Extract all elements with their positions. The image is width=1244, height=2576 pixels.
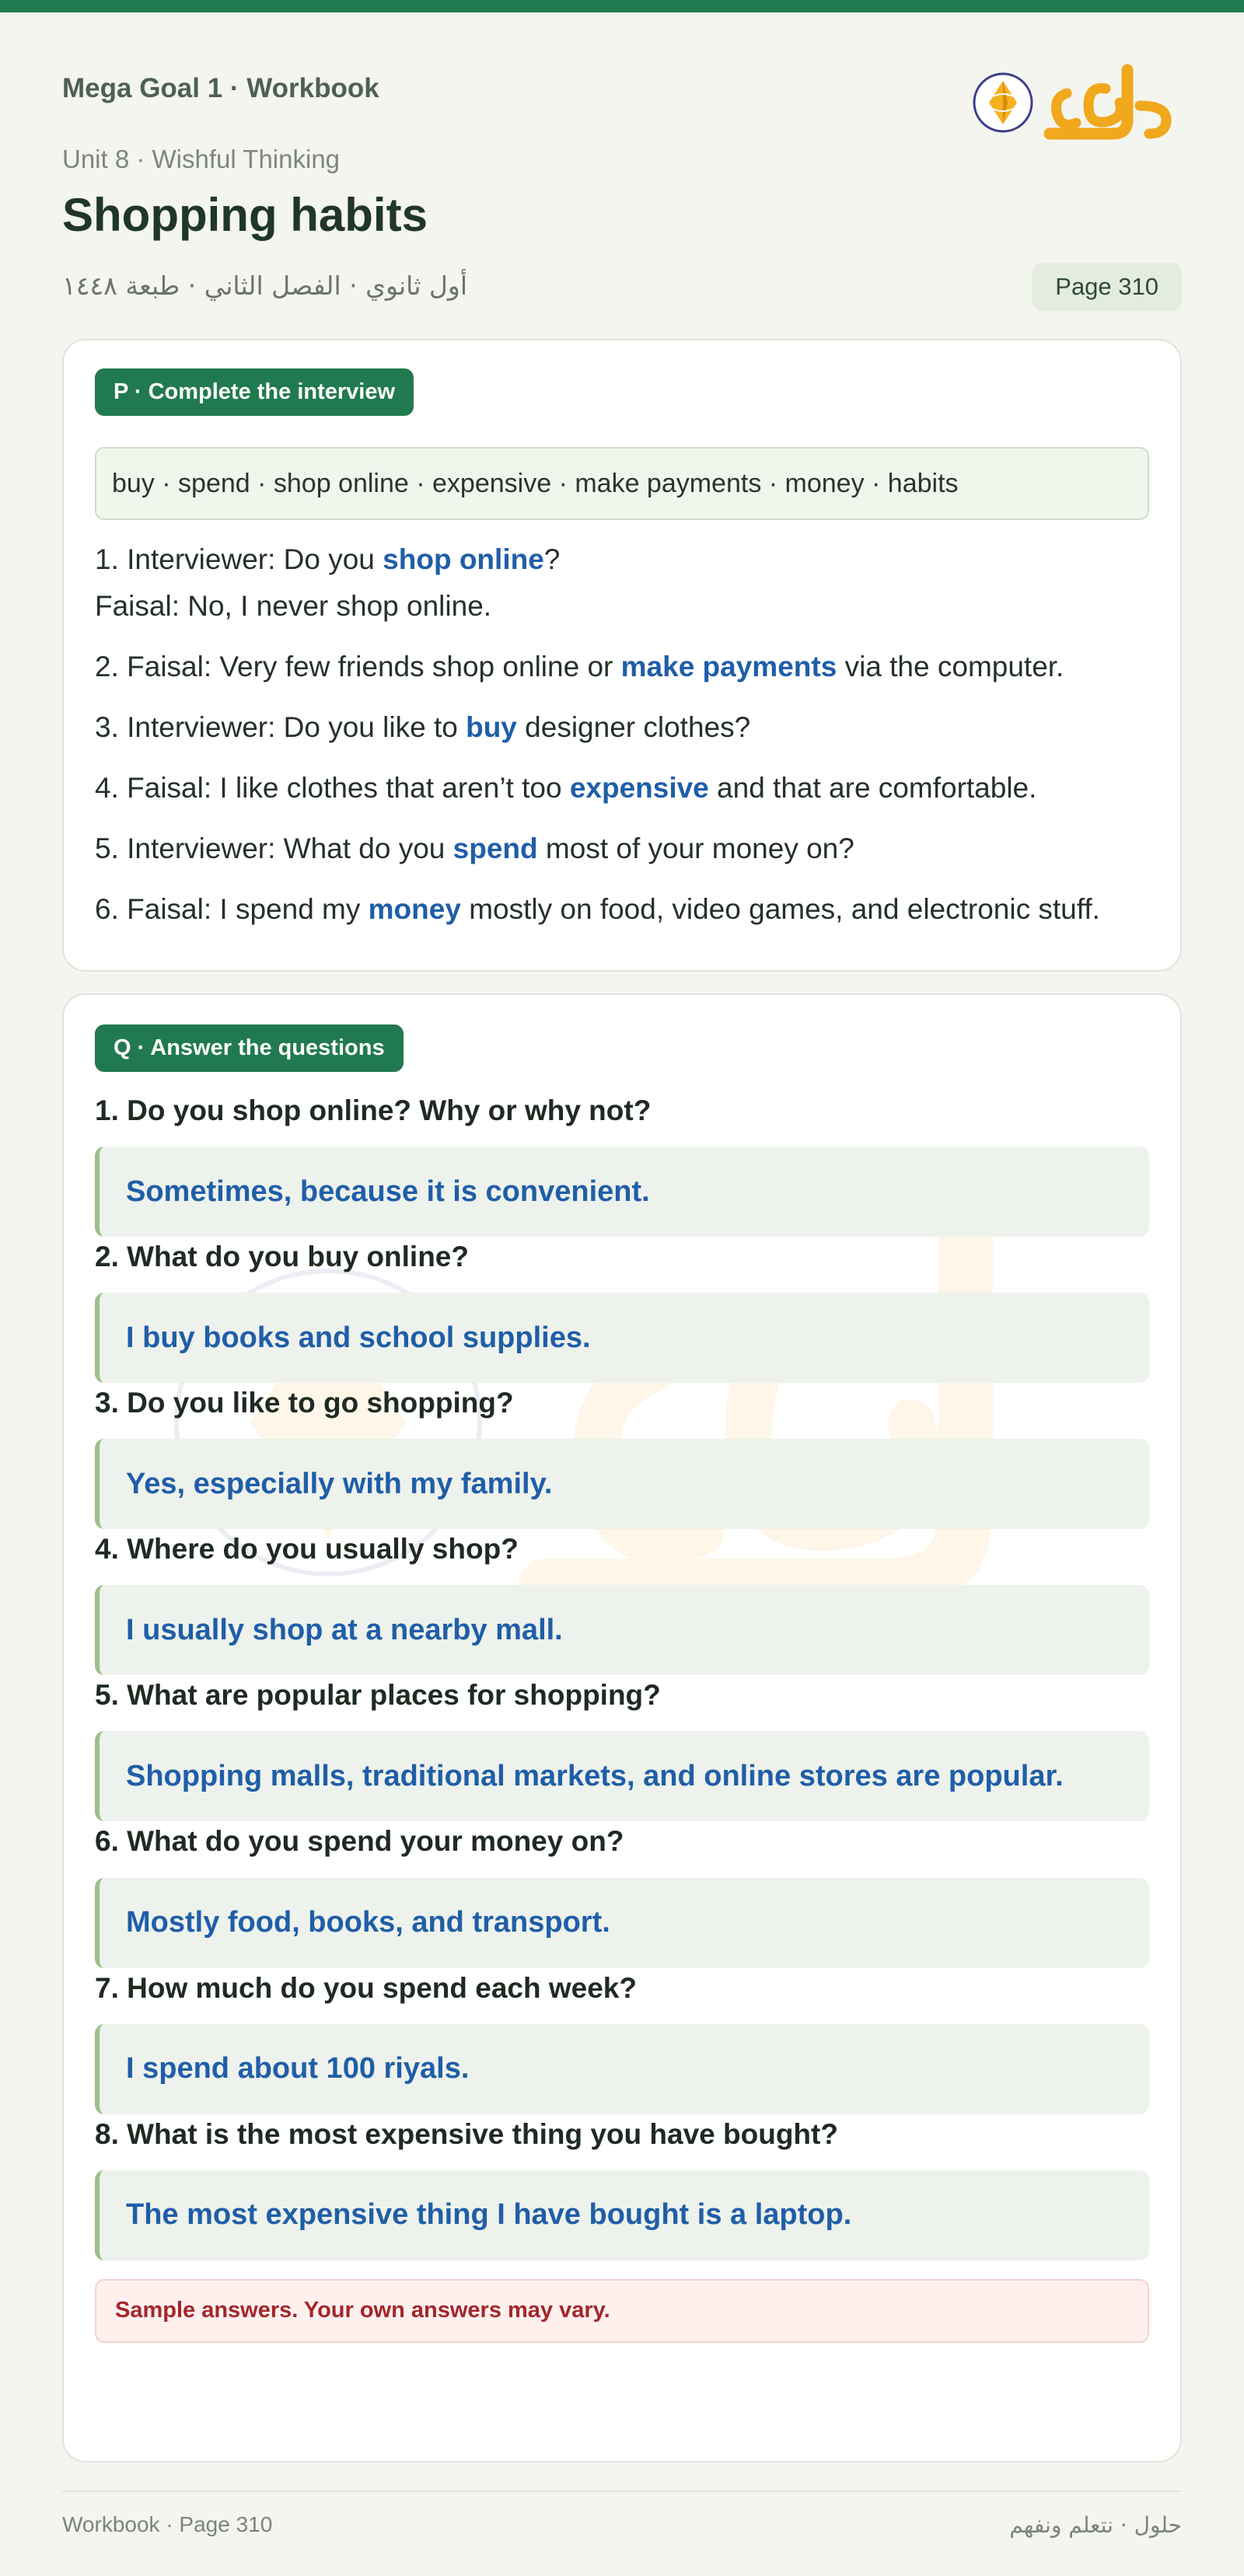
answer-box: Mostly food, books, and transport.	[95, 1878, 1149, 1968]
question-item	[95, 1970, 1149, 2114]
item-number: 6.	[95, 892, 119, 925]
answer-box: Yes, especially with my family.	[95, 1439, 1149, 1529]
interview-item	[95, 647, 1149, 686]
interview-item	[95, 769, 1149, 808]
question-text: 6. What do you spend your money on?	[95, 1825, 624, 1858]
line-text: Interviewer: Do you	[127, 543, 383, 575]
top-accent-bar	[0, 0, 1244, 12]
interview-line-reply: Faisal: No, I never shop online.	[95, 589, 492, 622]
question-item	[95, 1384, 1149, 1529]
answer-box: The most expensive thing I have bought is a laptop.	[95, 2170, 1149, 2260]
question-text: 4. Where do you usually shop?	[95, 1533, 519, 1565]
footer-right-text: حلول · نتعلم ونفهم	[1009, 2512, 1182, 2538]
interview-line	[95, 647, 1149, 686]
section-p-card	[62, 339, 1182, 972]
line-text: via the computer.	[837, 650, 1064, 682]
line-text: Faisal: I spend my	[127, 892, 369, 925]
sample-answers-note: Sample answers. Your own answers may vary.	[95, 2279, 1149, 2343]
question-text: 5. What are popular places for shopping?	[95, 1679, 661, 1712]
page-content	[62, 12, 1182, 2463]
page-title: Shopping habits	[62, 189, 428, 241]
interview-item	[95, 540, 1149, 626]
interview-line	[95, 540, 1149, 579]
question-item	[95, 1531, 1149, 1675]
section-q-label: Q · Answer the questions	[95, 1024, 404, 1072]
hulul-logo-icon	[972, 59, 1174, 145]
word-bank: buy · spend · shop online · expensive · make payments · money · habits	[95, 447, 1149, 520]
question-text: 1. Do you shop online? Why or why not?	[95, 1094, 652, 1126]
line-text: designer clothes?	[516, 710, 751, 743]
question-item	[95, 1823, 1149, 1967]
answer-word: spend	[453, 832, 538, 864]
page-badge: Page 310	[1032, 263, 1182, 311]
unit-label: Unit 8 · Wishful Thinking	[62, 145, 341, 173]
answer-word: shop online	[383, 543, 544, 575]
question-text: 3. Do you like to go shopping?	[95, 1387, 514, 1419]
line-text: mostly on food, video games, and electronic stuff.	[460, 892, 1100, 925]
interview-line	[95, 708, 1149, 747]
interview-item	[95, 829, 1149, 868]
arabic-subtitle: أول ثانوي · الفصل الثاني · طبعة ١٤٤٨	[62, 271, 467, 301]
answer-word: money	[368, 892, 461, 925]
line-text: Faisal: I like clothes that aren’t too	[127, 771, 570, 804]
answer-box: I usually shop at a nearby mall.	[95, 1585, 1149, 1675]
answer-box: I buy books and school supplies.	[95, 1293, 1149, 1383]
item-number: 2.	[95, 650, 119, 682]
item-number: 4.	[95, 771, 119, 804]
answer-word: buy	[466, 710, 517, 743]
interview-line	[95, 769, 1149, 808]
question-item	[95, 1238, 1149, 1383]
line-text: Interviewer: What do you	[127, 832, 453, 864]
question-list	[95, 995, 1149, 2343]
line-text: and that are comfortable.	[708, 771, 1037, 804]
answer-word: make payments	[620, 650, 837, 682]
interview-line	[95, 890, 1149, 929]
answer-box: I spend about 100 riyals.	[95, 2024, 1149, 2114]
line-text: most of your money on?	[537, 832, 854, 864]
section-p-label: P · Complete the interview	[95, 368, 414, 416]
page-footer	[62, 2490, 1182, 2554]
line-text: Interviewer: Do you like to	[127, 710, 466, 743]
question-text: 2. What do you buy online?	[95, 1241, 469, 1273]
item-number: 3.	[95, 710, 119, 743]
section-q-card	[62, 993, 1182, 2463]
question-item	[95, 1092, 1149, 1237]
question-item	[95, 2116, 1149, 2260]
question-item	[95, 1677, 1149, 1821]
answer-word: expensive	[569, 771, 709, 804]
footer-left-text: Workbook · Page 310	[62, 2512, 273, 2536]
interview-item	[95, 708, 1149, 747]
answer-box: Shopping malls, traditional markets, and online stores are popular.	[95, 1731, 1149, 1821]
question-text: 8. What is the most expensive thing you have bought?	[95, 2117, 838, 2150]
interview-item	[95, 890, 1149, 929]
question-text: 7. How much do you spend each week?	[95, 1971, 637, 2004]
line-text: Faisal: Very few friends shop online or	[127, 650, 621, 682]
item-number: 1.	[95, 543, 119, 575]
interview-line	[95, 829, 1149, 868]
book-title: Mega Goal 1 · Workbook	[62, 73, 379, 103]
line-text: ?	[543, 543, 561, 575]
item-number: 5.	[95, 832, 119, 864]
answer-box: Sometimes, because it is convenient.	[95, 1147, 1149, 1237]
page-header	[62, 12, 1182, 339]
